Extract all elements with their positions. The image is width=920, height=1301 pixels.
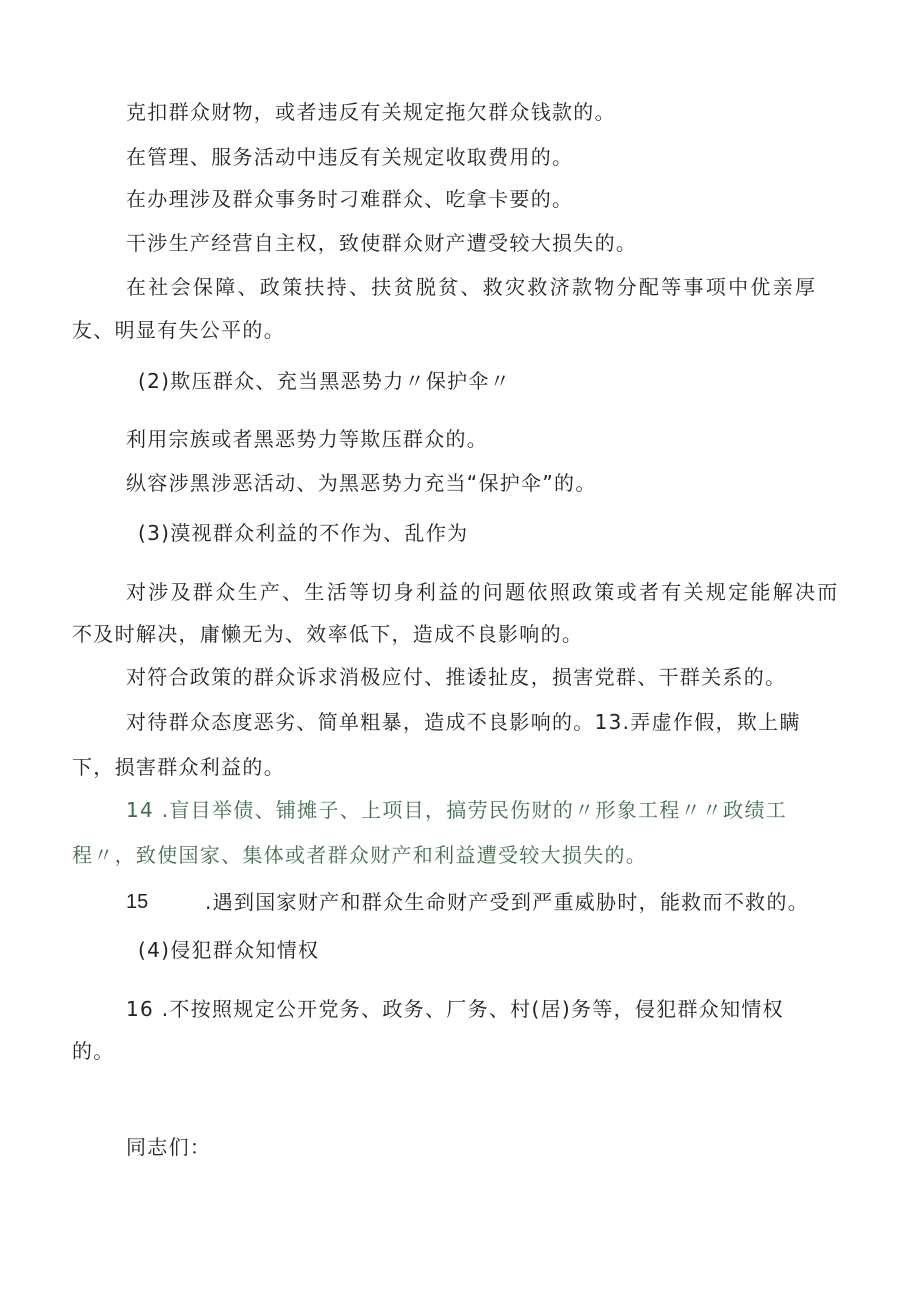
text-line: 对符合政策的群众诉求消极应付、推诿扯皮，损害党群、干群关系的。 <box>126 665 787 689</box>
text-line: 在社会保障、政策扶持、扶贫脱贫、救灾救济款物分配等事项中优亲厚 <box>126 275 818 299</box>
text-line: 友、明显有失公平的。 <box>72 318 285 342</box>
item-number: 15 <box>126 891 149 913</box>
text-line: 对待群众态度恶劣、简单粗暴，造成不良影响的。13.弄虚作假，欺上瞒 <box>126 710 801 734</box>
text-line: 对涉及群众生产、生活等切身利益的问题依照政策或者有关规定能解决而 <box>126 580 840 604</box>
text-line: 纵容涉黑涉恶活动、为黑恶势力充当“保护伞”的。 <box>126 471 597 495</box>
text-line: .遇到国家财产和群众生命财产受到严重威胁时，能救而不救的。 <box>205 890 810 914</box>
section-heading: (3)漠视群众利益的不作为、乱作为 <box>138 521 469 545</box>
text-line: 在管理、服务活动中违反有关规定收取费用的。 <box>126 145 574 169</box>
text-line: 干涉生产经营自主权，致使群众财产遭受较大损失的。 <box>126 231 638 255</box>
text-line: 克扣群众财物，或者违反有关规定拖欠群众钱款的。 <box>126 100 616 124</box>
text-line: 不及时解决，庸懒无为、效率低下，造成不良影响的。 <box>72 622 584 646</box>
salutation: 同志们： <box>126 1135 212 1159</box>
section-heading: (4)侵犯群众知情权 <box>138 938 320 962</box>
text-line: 在办理涉及群众事务时刁难群众、吃拿卡要的。 <box>126 187 574 211</box>
text-line: 16 .不按照规定公开党务、政务、厂务、村(居)务等，侵犯群众知情权 <box>126 997 784 1021</box>
text-line: 利用宗族或者黑恶势力等欺压群众的。 <box>126 427 489 451</box>
text-line: 程〃，致使国家、集体或者群众财产和利益遭受较大损失的。 <box>72 843 648 867</box>
text-line: 下，损害群众利益的。 <box>72 755 285 779</box>
text-line: 的。 <box>72 1039 115 1063</box>
text-line: 14 .盲目举债、铺摊子、上项目，搞劳民伤财的〃形象工程〃〃政绩工 <box>126 798 788 822</box>
section-heading: (2)欺压群众、充当黑恶势力〃保护伞〃 <box>138 369 512 393</box>
